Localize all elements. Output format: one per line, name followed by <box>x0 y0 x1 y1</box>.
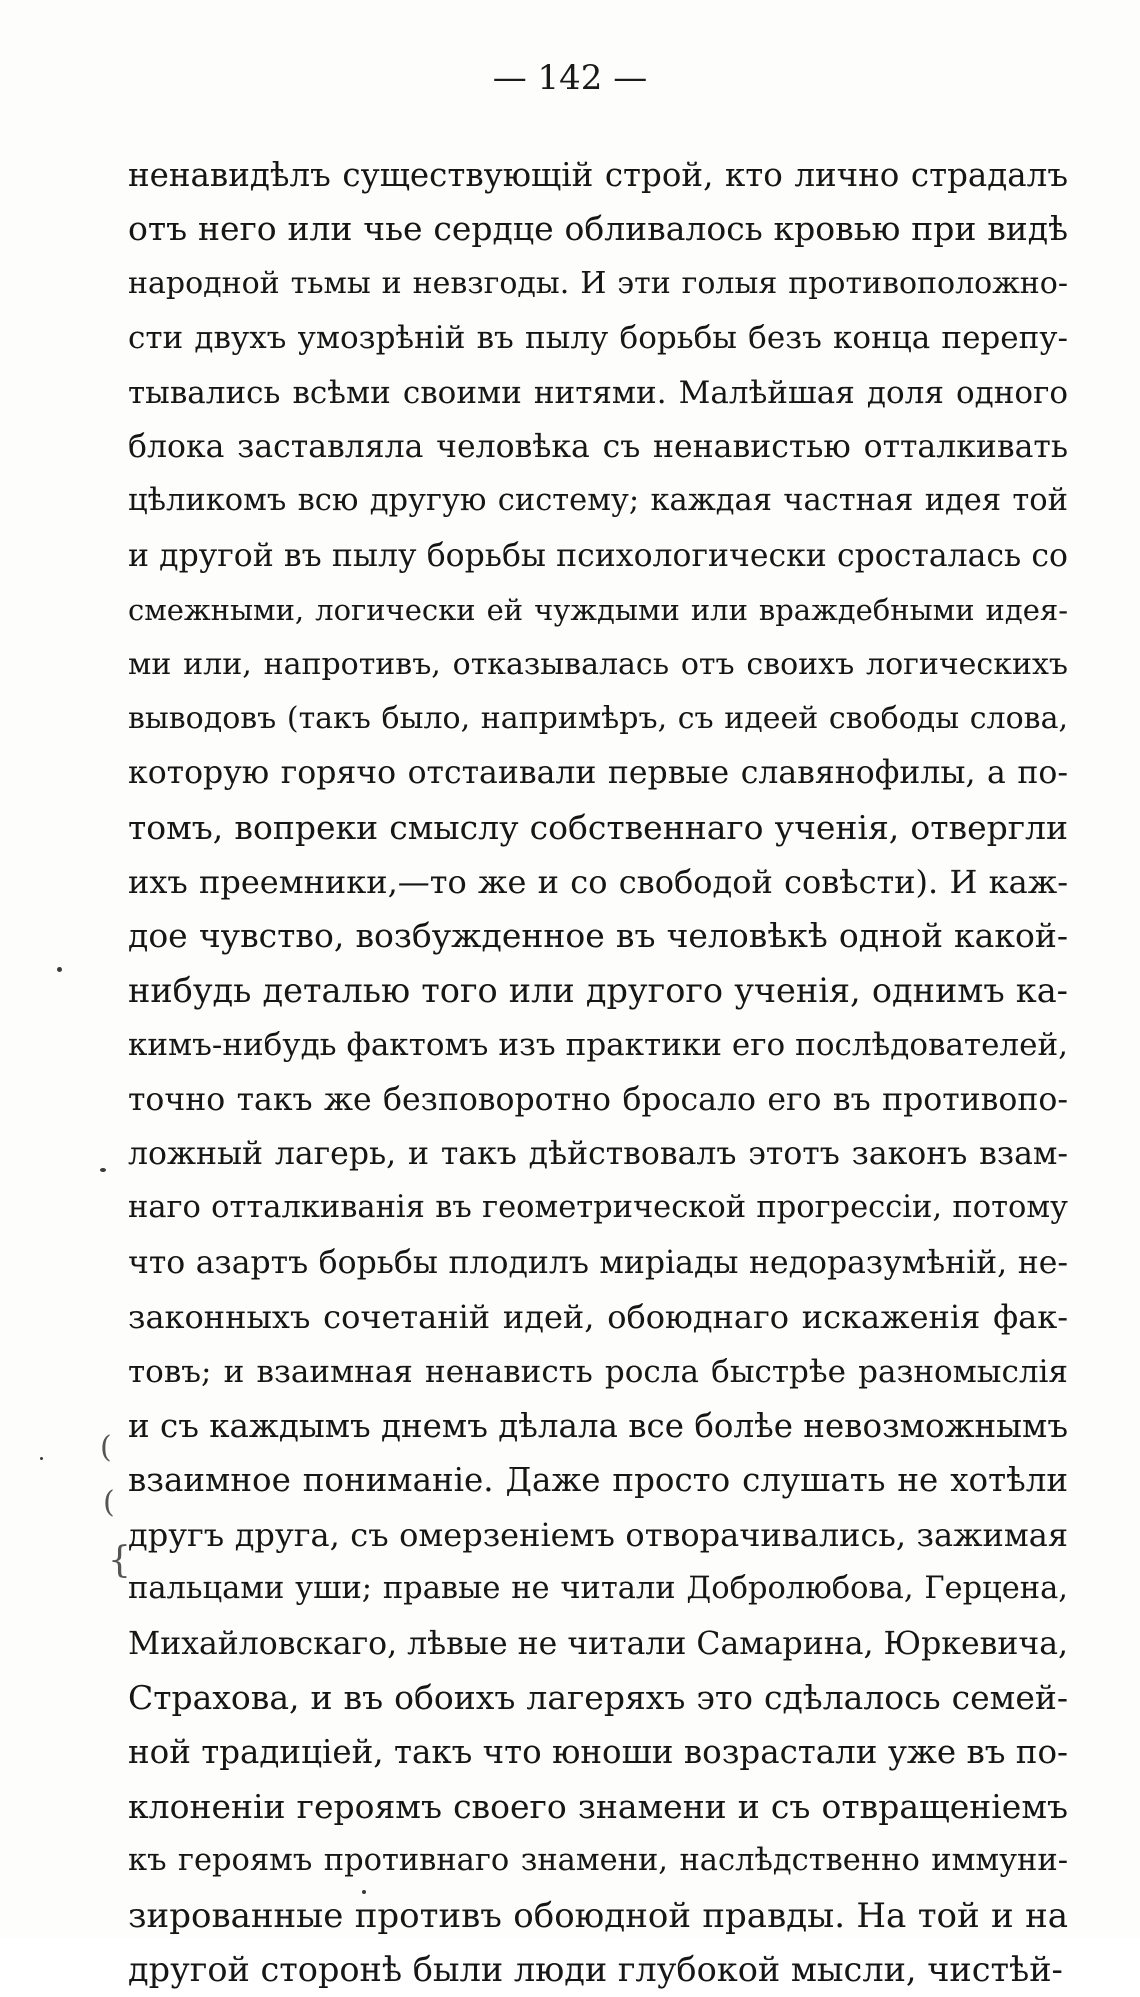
margin-pencil-mark: ( <box>103 1485 115 1520</box>
text-line: нибудь деталью того или другого ученія, однимъ ка- <box>128 970 1068 1010</box>
text-line: Михайловскаго, лѣвые не читали Самарина, Юркевича, <box>128 1625 1068 1662</box>
margin-pencil-mark: ( <box>100 1430 112 1465</box>
text-line: смежными, логически ей чуждыми или враждебными идея- <box>128 593 1068 628</box>
print-speck <box>362 1890 366 1894</box>
text-line: пальцами уши; правые не читали Добролюбова, Герцена, <box>128 1571 1068 1607</box>
text-line: дое чувство, возбужденное въ человѣкѣ одной какой- <box>128 916 1068 956</box>
text-line: другой сторонѣ были люди глубокой мысли, чистѣй- <box>128 1949 1063 1989</box>
text-line: которую горячо отстаивали первые славянофилы, а по- <box>128 755 1068 792</box>
text-line: сти двухъ умозрѣній въ пылу борьбы безъ конца перепу- <box>128 320 1068 357</box>
text-line: блока заставляла человѣка съ ненавистью отталкивать <box>128 428 1068 465</box>
text-line: отъ него или чье сердце обливалось кровью при видѣ <box>128 209 1068 249</box>
text-line: ми или, напротивъ, отказывалась отъ своихъ логическихъ <box>128 646 1068 682</box>
text-line: кимъ-нибудь фактомъ изъ практики его послѣдователей, <box>128 1027 1068 1064</box>
text-line: выводовъ (такъ было, напримѣръ, съ идеей свободы слова, <box>128 700 1068 736</box>
text-line: Страхова, и въ обоихъ лагеряхъ это сдѣлалось семей- <box>128 1677 1068 1717</box>
body-text <box>128 148 1068 1997</box>
text-line: тывались всѣми своими нитями. Малѣйшая доля одного <box>128 374 1068 411</box>
print-speck <box>40 1457 43 1460</box>
page-number: — 142 — <box>492 58 648 98</box>
text-line: законныхъ сочетаній идей, обоюднаго искаженія фак- <box>128 1298 1068 1337</box>
text-line: цѣликомъ всю другую систему; каждая частная идея той <box>128 483 1068 519</box>
text-line: точно такъ же безповоротно бросало его въ противопо- <box>128 1081 1068 1118</box>
margin-pencil-mark: { <box>108 1540 131 1581</box>
text-line: взаимное пониманіе. Даже просто слушать не хотѣли <box>128 1461 1068 1500</box>
text-line: и другой въ пылу борьбы психологически сросталась со <box>128 537 1068 574</box>
text-line: ненавидѣлъ существующій строй, кто лично страдалъ <box>128 156 1068 194</box>
text-line: товъ; и взаимная ненависть росла быстрѣе разномыслія <box>128 1353 1068 1390</box>
text-line: и съ каждымъ днемъ дѣлала все болѣе невозможнымъ <box>128 1406 1068 1445</box>
text-line: народной тьмы и невзгоды. И эти голыя противоположно- <box>128 265 1068 301</box>
text-line: наго отталкиванія въ геометрической прогрессіи, потому <box>128 1190 1068 1226</box>
text-line: ной традиціей, такъ что юноши возрастали уже въ по- <box>128 1733 1068 1772</box>
text-line: ихъ преемники,—то же и со свободой совѣсти). И каж- <box>128 863 1068 902</box>
print-speck <box>100 1168 106 1172</box>
text-line: ложный лагерь, и такъ дѣйствовалъ этотъ законъ взам- <box>128 1136 1068 1173</box>
text-line: другъ друга, съ омерзеніемъ отворачивались, зажимая <box>128 1515 1068 1554</box>
print-speck <box>57 967 62 972</box>
text-line: къ героямъ противнаго знамени, наслѣдственно иммуни- <box>128 1843 1068 1879</box>
text-line: зированные противъ обоюдной правды. На той и на <box>128 1895 1068 1936</box>
text-line: томъ, вопреки смыслу собственнаго ученія, отвергли <box>128 807 1068 847</box>
text-line: что азартъ борьбы плодилъ миріады недоразумѣній, не- <box>128 1244 1068 1281</box>
text-line: клоненіи героямъ своего знамени и съ отвращеніемъ <box>128 1786 1068 1826</box>
